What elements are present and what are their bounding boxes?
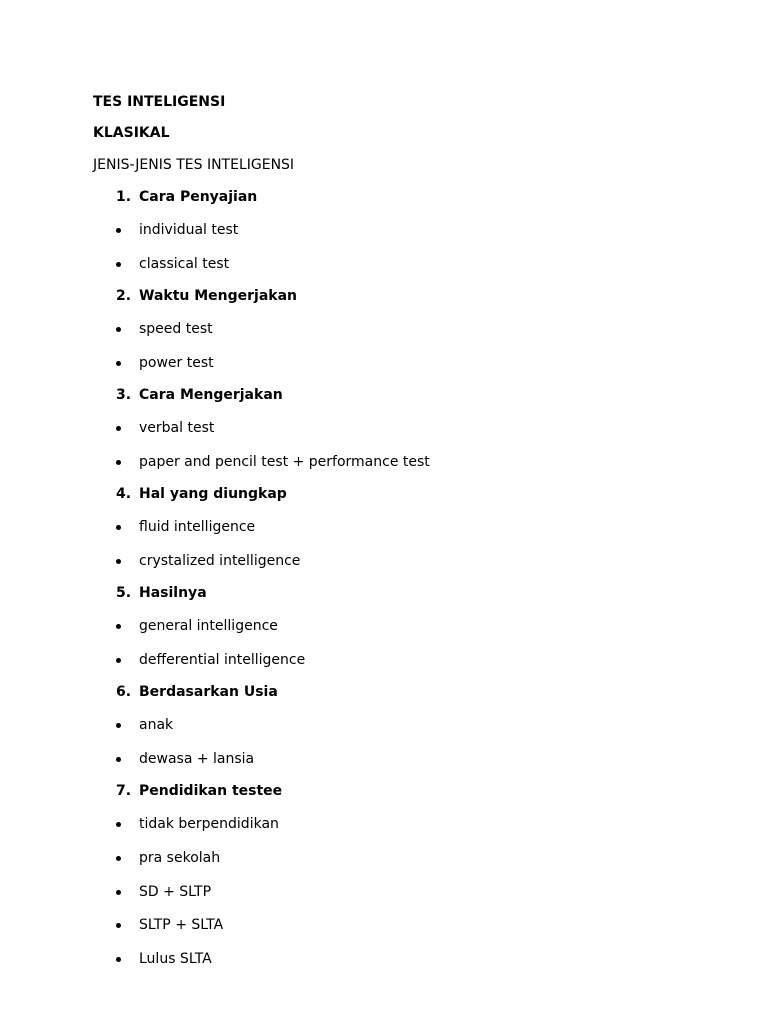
list-item-text: tidak berpendidikan <box>139 816 279 832</box>
bullet-icon <box>116 525 121 530</box>
section-number: 6. <box>116 684 132 700</box>
bullet-icon <box>116 923 121 928</box>
list-item-text: speed test <box>139 321 213 337</box>
doc-subtitle: KLASIKAL <box>93 125 170 141</box>
list-item-text: anak <box>139 717 174 733</box>
list-item-text: SD + SLTP <box>139 884 212 900</box>
list-item-text: pra sekolah <box>139 850 221 866</box>
bullet-icon <box>116 856 121 861</box>
bullet-icon <box>116 426 121 431</box>
doc-heading: JENIS-JENIS TES INTELIGENSI <box>93 157 295 173</box>
section-label: Waktu Mengerjakan <box>139 288 298 304</box>
bullet-icon <box>116 460 121 465</box>
bullet-icon <box>116 890 121 895</box>
bullet-icon <box>116 624 121 629</box>
list-item-text: SLTP + SLTA <box>139 917 224 933</box>
bullet-icon <box>116 327 121 332</box>
bullet-icon <box>116 262 121 267</box>
section-label: Hasilnya <box>139 585 207 601</box>
section-number: 3. <box>116 387 132 403</box>
doc-title: TES INTELIGENSI <box>93 94 226 110</box>
list-item-text: defferential intelligence <box>139 652 306 668</box>
list-item-text: paper and pencil test + performance test <box>139 454 430 470</box>
list-item-text: verbal test <box>139 420 215 436</box>
bullet-icon <box>116 228 121 233</box>
section-label: Cara Mengerjakan <box>139 387 283 403</box>
section-number: 4. <box>116 486 132 502</box>
bullet-icon <box>116 723 121 728</box>
list-item-text: dewasa + lansia <box>139 751 255 767</box>
bullet-icon <box>116 957 121 962</box>
bullet-icon <box>116 658 121 663</box>
bullet-icon <box>116 559 121 564</box>
list-item-text: crystalized intelligence <box>139 553 301 569</box>
bullet-icon <box>116 361 121 366</box>
list-item-text: individual test <box>139 222 239 238</box>
list-item-text: fluid intelligence <box>139 519 256 535</box>
list-item-text: classical test <box>139 256 230 272</box>
section-number: 2. <box>116 288 132 304</box>
bullet-icon <box>116 822 121 827</box>
section-label: Hal yang diungkap <box>139 486 287 502</box>
section-number: 1. <box>116 189 132 205</box>
section-number: 7. <box>116 783 132 799</box>
list-item-text: general intelligence <box>139 618 278 634</box>
list-item-text: power test <box>139 355 214 371</box>
bullet-icon <box>116 757 121 762</box>
section-number: 5. <box>116 585 132 601</box>
section-label: Berdasarkan Usia <box>139 684 278 700</box>
list-item-text: Lulus SLTA <box>139 951 212 967</box>
section-label: Pendidikan testee <box>139 783 283 799</box>
section-label: Cara Penyajian <box>139 189 258 205</box>
